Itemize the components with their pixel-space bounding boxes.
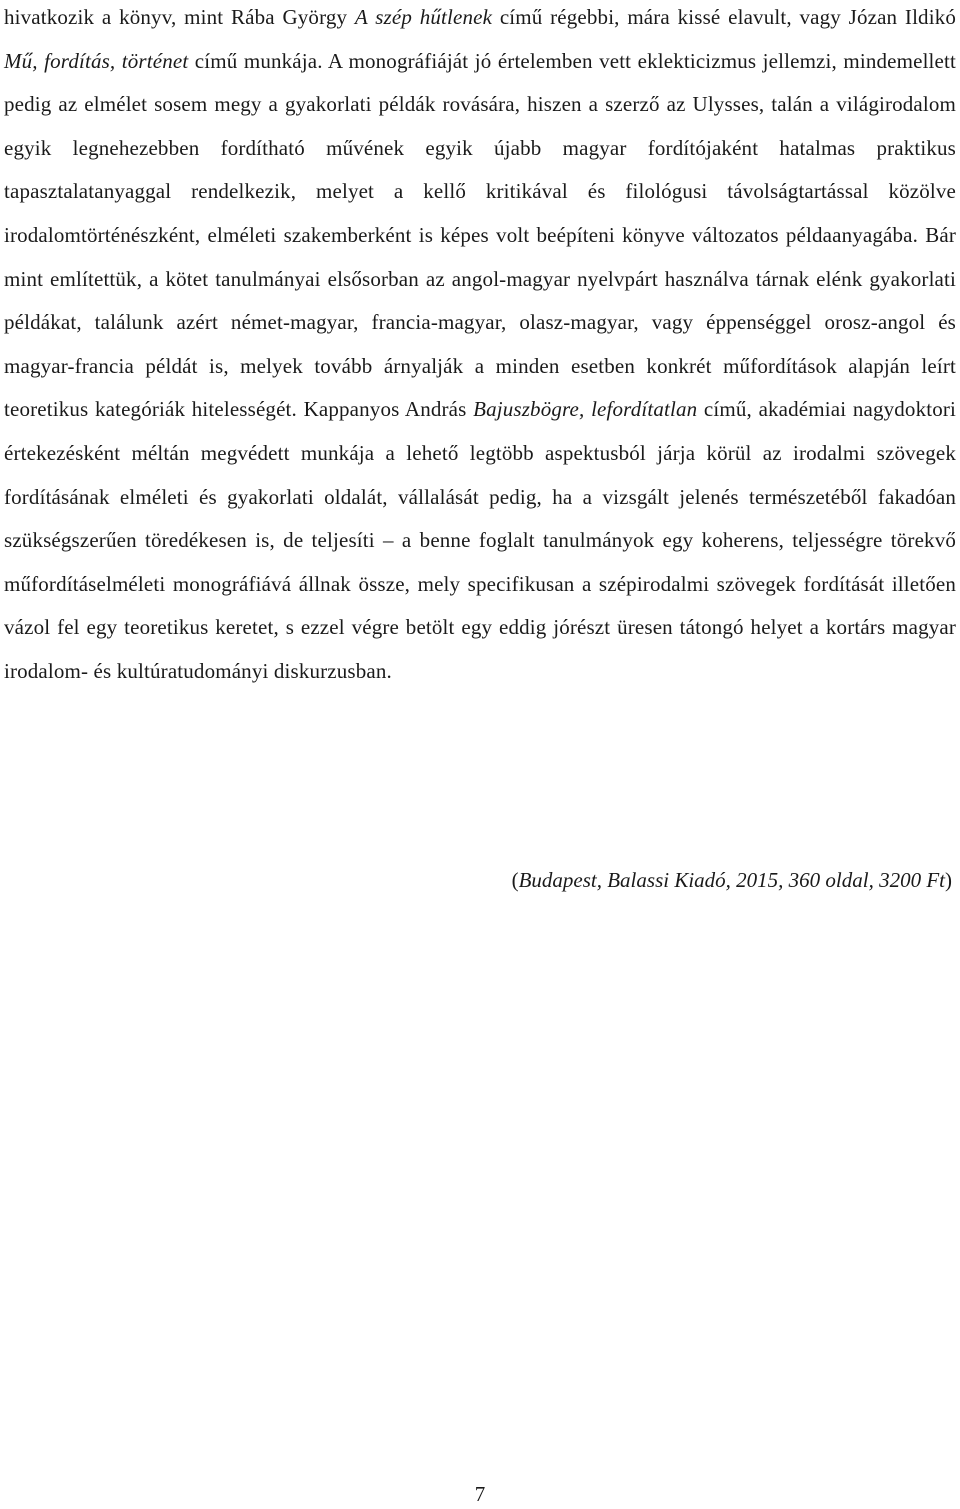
book-title-italic: Mű, fordítás, történet [4, 48, 189, 73]
book-title-italic: A szép hűtlenek [354, 5, 493, 29]
text-segment: hivatkozik a könyv, mint Rába György [4, 5, 355, 29]
citation-open-paren: ( [511, 868, 519, 892]
text-segment: című, akadémiai nagydoktori értekezésként méltán megvédett munkája a lehető legtöbb aspektusból járja körül az irodalmi szövegek fordításának elméleti és gyakorlati oldalát, vállalását pedig, ha a vizsgált jelenés természetéből fakadóan szükségszerűen töredékesen is, de teljesíti – a benne foglalt tanulmányok egy koherens, teljességre törekvő műfordításelméleti monográfiává állnak össze, mely specifikusan a szépirodalmi szövegek fordítását illetően vázol fel egy teoretikus keretet, s ezzel végre betölt egy eddig jórészt üresen tátongó helyet a kortárs magyar irodalom- és kultúratudományi diskurzusban. [4, 397, 956, 683]
citation-text: Budapest, Balassi Kiadó, 2015, 360 oldal, 3200 Ft [518, 868, 945, 892]
book-title-italic: Bajuszbögre, lefordítatlan [473, 397, 698, 422]
publication-citation [512, 858, 952, 902]
document-page [4, 0, 956, 1509]
page-number: 7 [474, 1482, 486, 1506]
citation-close-paren: ) [945, 868, 952, 892]
text-segment: című munkája. A monográfiáját jó értelemben vett eklekticizmus jellemzi, mindemellett pedig az elmélet sosem megy a gyakorlati példák rovására, hiszen a szerző az Ulysses, talán a világirodalom egyik legnehezebben fordítható művének egyik újabb magyar fordítójaként hatalmas praktikus tapasztalatanyaggal rendelkezik, melyet a kellő kritikával és filológusi távolságtartással közölve irodalomtörténészként, elméleti szakemberként is képes volt beépíteni könyve változatos példaanyagába. Bár mint említettük, a kötet tanulmányai elsősorban az angol-magyar nyelvpárt használva tárnak elénk gyakorlati példákat, találunk azért német-magyar, francia-magyar, olasz-magyar, vagy éppenséggel orosz-angol és magyar-francia példát is, melyek tovább árnyalják a minden esetben konkrét műfordítások alapján leírt teoretikus kategóriák hitelességét. Kappanyos András [4, 48, 956, 422]
review-paragraph [4, 0, 956, 694]
text-segment: című régebbi, mára kissé elavult, vagy Józan Ildikó [492, 5, 956, 29]
